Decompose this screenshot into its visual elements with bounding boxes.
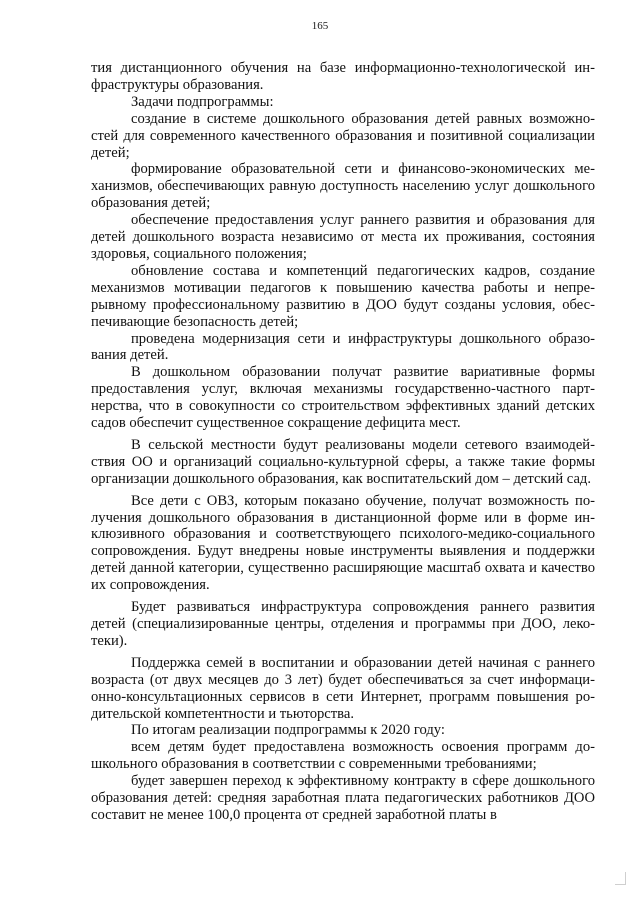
paragraph: будет завершен переход к эффективному контракту в сфере дошкольного образования детей: средняя заработная плата педагогических работников ДОО составит не менее 100,0 процента от средней заработной платы в (91, 773, 595, 823)
paragraph: создание в системе дошкольного образования детей равных возможностей для современного качественного образования и позитивной социализации детей; (91, 110, 595, 161)
scan-edge-mark (615, 872, 626, 885)
body-text (91, 60, 595, 824)
paragraph: формирование образовательной сети и финансово-экономических механизмов, обеспечивающих равную доступность населению услуг дошкольного образования детей; (91, 161, 595, 212)
paragraph: По итогам реализации подпрограммы к 2020 году: (131, 722, 445, 739)
paragraph: всем детям будет предоставлена возможность освоения программ дошкольного образования в соответствии с современными требованиями; (91, 739, 595, 773)
paragraph: Поддержка семей в воспитании и образовании детей начиная с раннего возраста (от двух месяцев до 3 лет) будет обеспечиваться за счет информационно-консультационных сервисов в сети Интернет, программ повышения родительской компетентности и тьюторства. (91, 654, 595, 722)
paragraph: Будет развиваться инфраструктура сопровождения раннего развития детей (специализированные центры, отделения и программы при ДОО, лекотеки). (91, 599, 595, 649)
paragraph: В сельской местности будут реализованы модели сетевого взаимодействия ОО и организаций социально-культурной сферы, а также такие формы организации дошкольного образования, как воспитательский дом – детский сад. (91, 436, 595, 487)
paragraph: В дошкольном образовании получат развитие вариативные формы предоставления услуг, включая механизмы государственно-частного партнерства, что в совокупности со строительством эффективных зданий детских садов обеспечит существенное сокращение дефицита мест. (91, 364, 595, 432)
paragraph: Все дети с ОВЗ, которым показано обучение, получат возможность получения дошкольного образования в дистанционной форме или в форме инклюзивного образования и соответствующего психолого-медико-социального сопровождения. Будут внедрены новые инструменты выявления и поддержки детей данной категории, существенно расширяющие масштаб охвата и качество их сопровождения. (91, 492, 595, 594)
paragraph: обновление состава и компетенций педагогических кадров, создание механизмов мотивации педагогов к повышению качества работы и непрерывному профессиональному развитию в ДОО будут созданы условия, обеспечивающие безопасность детей; (91, 262, 595, 330)
paragraph: проведена модернизация сети и инфраструктуры дошкольного образования детей. (91, 330, 595, 364)
paragraph: тия дистанционного обучения на базе информационно-технологической инфраструктуры образования. (91, 60, 595, 93)
paragraph: обеспечение предоставления услуг раннего развития и образования для детей дошкольного возраста независимо от места их проживания, состояния здоровья, социального положения; (91, 212, 595, 262)
page-number: 165 (311, 20, 329, 32)
paragraph: Задачи подпрограммы: (131, 93, 274, 110)
